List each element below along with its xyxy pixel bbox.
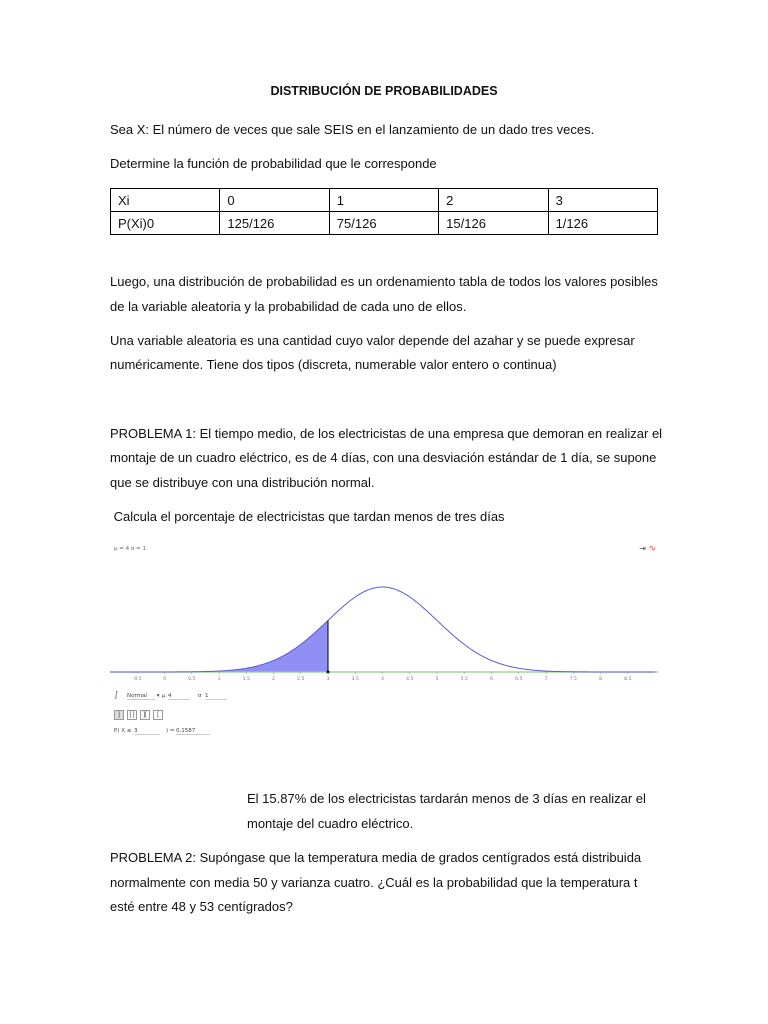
x-tick-label: 4.5 <box>406 677 414 682</box>
table-cell: 1 <box>329 189 438 212</box>
problem2-line-2: normalmente con media 50 y varianza cuatro. ¿Cuál es la probabilidad que la temperatura t <box>110 875 638 890</box>
mu-label: μ <box>162 693 166 699</box>
x-tick-label: 3 <box>326 677 330 682</box>
x-tick-label: 5 <box>435 677 439 682</box>
table-cell: 15/126 <box>439 212 548 235</box>
distribution-select-value: Normal <box>127 693 155 700</box>
normal-curve <box>110 587 655 672</box>
right-sided-button[interactable]: [ <box>153 710 163 720</box>
table-cell: 2 <box>439 189 548 212</box>
sigma-input[interactable] <box>205 693 227 700</box>
problem1-line-2: montaje de un cuadro eléctrico, es de 4 días, con una desviación estándar de 1 día, se supone <box>110 450 657 465</box>
answer1-line-1: El 15.87% de los electricistas tardarán menos de 3 días en realizar el <box>247 791 646 806</box>
definition-line-4: numéricamente. Tiene dos tipos (discreta, numerable valor entero o continua) <box>110 357 557 372</box>
two-tailed-button[interactable]: ][ <box>140 710 150 720</box>
problem2-line-1: PROBLEMA 2: Supóngase que la temperatura media de grados centígrados está distribuida <box>110 850 642 865</box>
intro-line-2: Determine la función de probabilidad que le corresponde <box>110 156 437 171</box>
mu-input[interactable] <box>168 693 190 700</box>
x-tick-label: 8.5 <box>624 677 632 682</box>
definition-line-2: de la variable aleatoria y la probabilidad de cada uno de ellos. <box>110 299 467 314</box>
document-title: DISTRIBUCIÓN DE PROBABILIDADES <box>270 84 498 98</box>
probability-x-value: 3 <box>134 728 160 735</box>
problem2-line-3: esté entre 48 y 53 centígrados? <box>110 899 293 914</box>
distribution-icon: ∫ <box>114 690 119 699</box>
probability-result-field <box>176 728 210 735</box>
definition-line-1: Luego, una distribución de probabilidad es un ordenamiento tabla de todos los valores posibles <box>110 274 658 289</box>
x-tick-label: 7.5 <box>569 677 577 682</box>
x-tick-label: 0 <box>163 677 166 682</box>
x-tick-label: 7 <box>544 677 548 682</box>
definition-line-3: Una variable aleatoria es una cantidad cuyo valor depende del azahar y se puede expresar <box>110 333 635 348</box>
table-cell: 125/126 <box>220 212 329 235</box>
x-tick-label: 2 <box>272 677 275 682</box>
probability-table <box>110 188 658 235</box>
interval-button[interactable]: [ ] <box>127 710 137 720</box>
curve-toggle-icon[interactable]: ∿ <box>648 543 656 553</box>
left-sided-button[interactable]: ] <box>114 710 124 720</box>
x-tick-label: 2.5 <box>297 677 305 682</box>
table-cell: 3 <box>548 189 657 212</box>
normal-curve-plot <box>110 538 660 688</box>
table-cell: Xi <box>111 189 220 212</box>
x-tick-label: 0.5 <box>188 677 196 682</box>
x-tick-label: 1 <box>217 677 221 682</box>
x-tick-label: 6.5 <box>515 677 523 682</box>
shaded-area <box>110 620 328 672</box>
probability-equals: ) = <box>166 728 175 734</box>
problem1-question: Calcula el porcentaje de electricistas que tardan menos de tres días <box>110 509 505 524</box>
x-tick-label: 4 <box>381 677 384 682</box>
probability-x-input[interactable] <box>134 728 160 735</box>
table-cell: 75/126 <box>329 212 438 235</box>
x-tick-label: 5.5 <box>460 677 468 682</box>
x-tick-label: 1.5 <box>242 677 250 682</box>
x-tick-label: 3.5 <box>351 677 359 682</box>
probability-calculator-graph <box>110 538 660 738</box>
probability-label: P( X ≤ <box>114 728 132 734</box>
sigma-label: σ <box>198 693 202 699</box>
sigma-value: 1 <box>205 693 227 700</box>
problem1-line-3: que se distribuye con una distribución normal. <box>110 475 375 490</box>
table-cell: 1/126 <box>548 212 657 235</box>
probability-result: 0.1587 <box>176 728 210 735</box>
table-cell: P(Xi)0 <box>111 212 220 235</box>
x-tick-label: 8 <box>599 677 602 682</box>
distribution-select[interactable] <box>127 693 160 700</box>
x-tick-label: -0.5 <box>132 677 142 682</box>
mu-value: 4 <box>168 693 190 700</box>
table-row <box>111 212 658 235</box>
table-row <box>111 189 658 212</box>
graph-header: μ = 4 σ = 1 <box>114 546 146 552</box>
export-icon[interactable]: ⇥ <box>639 544 646 553</box>
table-cell: 0 <box>220 189 329 212</box>
x-tick-label: 6 <box>490 677 493 682</box>
chevron-down-icon: ▾ <box>156 693 160 699</box>
answer1-line-2: montaje del cuadro eléctrico. <box>247 816 414 831</box>
intro-line-1: Sea X: El número de veces que sale SEIS en el lanzamiento de un dado tres veces. <box>110 122 595 137</box>
problem1-line-1: PROBLEMA 1: El tiempo medio, de los electricistas de una empresa que demoran en realizar el <box>110 426 663 441</box>
